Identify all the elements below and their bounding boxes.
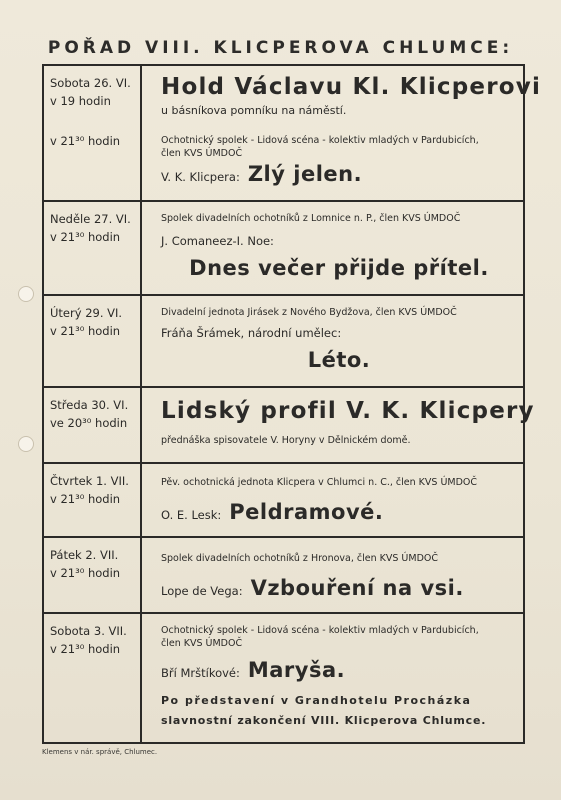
time-label: v 21³⁰ hodin [50, 492, 121, 506]
date-cell [44, 202, 142, 294]
date-cell [44, 296, 142, 386]
program-row [44, 612, 523, 742]
ensemble-name: Spolek divadelních ochotníků z Lomnice n. P., člen KVS ÚMDOČ [161, 213, 461, 224]
printer-note: Klemens v nár. správě, Chlumec. [42, 748, 158, 756]
event-subtitle: přednáška spisovatele V. Horyny v Dělnickém domě. [161, 435, 411, 446]
event-content [161, 296, 517, 386]
play-title: Vzbouření na vsi. [250, 576, 464, 600]
time-label: v 21³⁰ hodin [50, 642, 121, 656]
event-content [161, 388, 535, 462]
event-content [161, 614, 517, 742]
play-title: Dnes večer přijde přítel. [189, 256, 489, 280]
ensemble-name: Divadelní jednota Jirásek z Nového Bydžova, člen KVS ÚMDOČ [161, 307, 457, 318]
ensemble-membership: člen KVS ÚMDOČ [161, 638, 243, 649]
play-line [161, 658, 345, 682]
program-row [44, 294, 523, 386]
play-title: Maryša. [247, 658, 346, 682]
closing-note: slavnostní zakončení VIII. Klicperova Chlumce. [161, 714, 487, 727]
ensemble-name: Ochotnický spolek - Lidová scéna - kolektiv mladých v Pardubicích, [161, 135, 479, 146]
play-author: O. E. Lesk: [161, 508, 222, 522]
page-title: POŘAD VIII. KLICPEROVA CHLUMCE: [47, 38, 514, 58]
ensemble-name: Pěv. ochotnická jednota Klicpera v Chlumci n. C., člen KVS ÚMDOČ [161, 477, 478, 488]
play-line [161, 500, 383, 524]
time-label: v 21³⁰ hodin [50, 566, 121, 580]
program-row [44, 66, 542, 200]
program-row [44, 462, 523, 536]
play-author: J. Comaneez-I. Noe: [161, 234, 274, 248]
play-line [161, 162, 362, 186]
day-label: Sobota 3. VII. [50, 624, 127, 638]
program-row [44, 536, 523, 612]
day-label: Sobota 26. VI. [50, 76, 131, 90]
ensemble-name: Ochotnický spolek - Lidová scéna - kolektiv mladých v Pardubicích, [161, 625, 479, 636]
event-title: Hold Václavu Kl. Klicperovi [161, 74, 542, 100]
program-row [44, 200, 523, 294]
day-label: Středa 30. VI. [50, 398, 129, 412]
play-author: V. K. Klicpera: [161, 170, 240, 184]
event-content [161, 202, 517, 294]
date-cell [44, 388, 142, 462]
date-cell [44, 66, 142, 200]
punch-hole [18, 436, 34, 452]
play-title: Léto. [307, 348, 371, 372]
punch-hole [18, 286, 34, 302]
day-label: Pátek 2. VII. [50, 548, 119, 562]
event-content [161, 464, 517, 536]
day-label: Čtvrtek 1. VII. [50, 474, 129, 488]
program-table [42, 64, 542, 744]
event-content [161, 538, 517, 612]
time-label: v 21³⁰ hodin [50, 324, 121, 338]
ensemble-membership: člen KVS ÚMDOČ [161, 148, 243, 159]
event-content [161, 66, 542, 200]
play-line [161, 576, 464, 600]
closing-note: Po představení v Grandhotelu Procházka [161, 694, 472, 707]
time-label: ve 20³⁰ hodin [50, 416, 128, 430]
time-label: v 21³⁰ hodin [50, 230, 121, 244]
play-title: Zlý jelen. [247, 162, 363, 186]
program-row [44, 386, 535, 462]
time-label: v 19 hodin [50, 94, 111, 108]
date-cell [44, 614, 142, 742]
play-title: Peldramové. [229, 500, 384, 524]
date-cell [44, 464, 142, 536]
day-label: Neděle 27. VI. [50, 212, 131, 226]
play-author: Bří Mrštíkové: [161, 666, 240, 680]
time-label: v 21³⁰ hodin [50, 134, 121, 148]
event-title: Lidský profil V. K. Klicpery [161, 398, 535, 424]
event-subtitle: u básníkova pomníku na náměstí. [161, 104, 347, 117]
ensemble-name: Spolek divadelních ochotníků z Hronova, člen KVS ÚMDOČ [161, 553, 439, 564]
play-author: Lope de Vega: [161, 584, 243, 598]
day-label: Úterý 29. VI. [50, 306, 123, 320]
date-cell [44, 538, 142, 612]
play-author: Fráňa Šrámek, národní umělec: [161, 326, 342, 340]
